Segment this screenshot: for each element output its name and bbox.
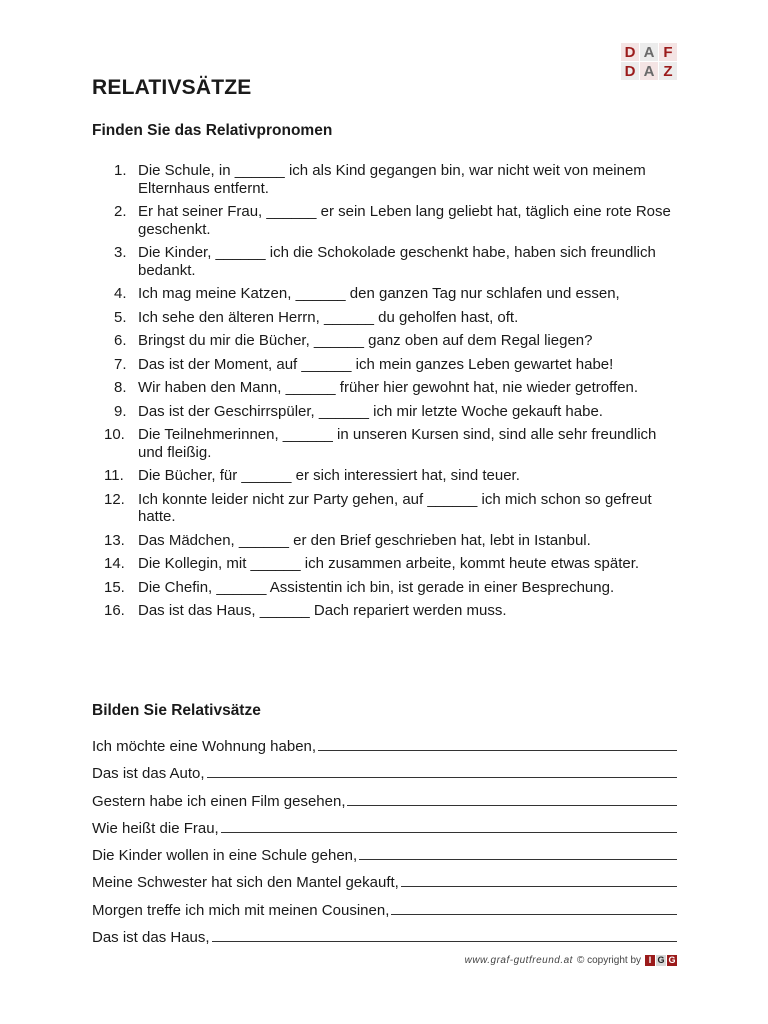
item-number: 3. bbox=[114, 244, 127, 261]
exercise-item bbox=[104, 285, 684, 303]
answer-line[interactable] bbox=[221, 819, 677, 833]
item-number: 9. bbox=[114, 402, 127, 420]
item-number: 6. bbox=[114, 332, 127, 349]
logo-letter: A bbox=[640, 43, 658, 61]
page-footer bbox=[465, 955, 677, 966]
answer-line[interactable] bbox=[347, 792, 677, 806]
exercise-item bbox=[104, 467, 684, 485]
igg-logo-letter: I bbox=[645, 955, 655, 966]
item-number: 11. bbox=[104, 467, 124, 484]
item-sentence: Er hat seiner Frau, ______ er sein Leben lang geliebt hat, täglich eine rote Rose geschenkt. bbox=[138, 203, 671, 238]
daf-daz-logo bbox=[621, 43, 677, 80]
item-sentence: Wir haben den Mann, ______ früher hier gewohnt hat, nie wieder getroffen. bbox=[138, 379, 639, 396]
clause-row bbox=[92, 792, 677, 819]
igg-logo-letter: G bbox=[657, 955, 665, 965]
clause-prompt: Gestern habe ich einen Film gesehen, bbox=[92, 792, 346, 810]
item-sentence: Das Mädchen, ______ er den Brief geschrieben hat, lebt in Istanbul. bbox=[138, 531, 591, 549]
logo-letter: Z bbox=[659, 62, 677, 80]
item-sentence: Die Chefin, ______ Assistentin ich bin, ist gerade in einer Besprechung. bbox=[138, 578, 615, 596]
logo-letter: D bbox=[621, 43, 639, 61]
clause-prompt: Morgen treffe ich mich mit meinen Cousinen, bbox=[92, 901, 390, 919]
answer-line[interactable] bbox=[212, 928, 677, 942]
clause-prompt: Das ist das Haus, bbox=[92, 929, 210, 947]
exercise-list-clauses bbox=[92, 737, 677, 955]
item-sentence: Die Teilnehmerinnen, ______ in unseren Kursen sind, sind alle sehr freundlich und fleißig. bbox=[138, 426, 657, 461]
logo-letter: D bbox=[621, 62, 639, 80]
exercise-item bbox=[104, 579, 684, 597]
logo-letter: F bbox=[659, 43, 677, 61]
item-sentence: Ich sehe den älteren Herrn, ______ du geholfen hast, oft. bbox=[138, 308, 519, 326]
clause-prompt: Die Kinder wollen in eine Schule gehen, bbox=[92, 847, 358, 865]
clause-row bbox=[92, 928, 677, 955]
answer-line[interactable] bbox=[391, 901, 677, 915]
exercise-item bbox=[104, 602, 684, 620]
item-number: 2. bbox=[114, 203, 127, 220]
exercise-item bbox=[104, 162, 684, 197]
clause-prompt: Wie heißt die Frau, bbox=[92, 819, 219, 837]
item-number: 14. bbox=[104, 555, 125, 572]
website-link[interactable]: www.graf-gutfreund.at bbox=[464, 955, 573, 966]
igg-logo bbox=[645, 955, 677, 966]
item-sentence: Das ist der Geschirrspüler, ______ ich mir letzte Woche gekauft habe. bbox=[138, 402, 603, 420]
section-heading-find-pronoun: Finden Sie das Relativpronomen bbox=[92, 122, 333, 139]
item-number: 5. bbox=[114, 308, 127, 326]
exercise-item bbox=[104, 379, 684, 397]
exercise-item bbox=[104, 309, 684, 327]
page-title: RELATIVSÄTZE bbox=[92, 76, 252, 99]
item-number: 13. bbox=[104, 531, 125, 549]
exercise-item bbox=[104, 532, 684, 550]
answer-line[interactable] bbox=[318, 737, 677, 751]
exercise-item bbox=[104, 244, 684, 279]
item-number: 4. bbox=[114, 285, 127, 302]
item-number: 15. bbox=[104, 578, 125, 596]
item-number: 1. bbox=[114, 162, 127, 179]
item-sentence: Die Kinder, ______ ich die Schokolade geschenkt habe, haben sich freundlich bedankt. bbox=[138, 244, 656, 279]
item-number: 16. bbox=[104, 602, 125, 619]
exercise-item bbox=[104, 356, 684, 374]
item-number: 10. bbox=[104, 426, 125, 443]
item-sentence: Die Bücher, für ______ er sich interessiert hat, sind teuer. bbox=[138, 467, 520, 484]
answer-line[interactable] bbox=[359, 846, 677, 860]
item-sentence: Bringst du mir die Bücher, ______ ganz oben auf dem Regal liegen? bbox=[138, 332, 593, 349]
exercise-item bbox=[104, 491, 684, 526]
clause-prompt: Ich möchte eine Wohnung haben, bbox=[92, 738, 317, 755]
item-sentence: Die Schule, in ______ ich als Kind gegangen bin, war nicht weit von meinem Elternhaus entfernt. bbox=[138, 162, 646, 197]
item-sentence: Ich mag meine Katzen, ______ den ganzen Tag nur schlafen und essen, bbox=[138, 285, 620, 302]
answer-line[interactable] bbox=[207, 764, 677, 778]
exercise-item bbox=[104, 426, 684, 461]
clause-prompt: Das ist das Auto, bbox=[92, 765, 205, 783]
exercise-item bbox=[104, 332, 684, 350]
exercise-item bbox=[104, 203, 684, 238]
clause-row bbox=[92, 764, 677, 791]
clause-row bbox=[92, 846, 677, 873]
answer-line[interactable] bbox=[401, 873, 677, 887]
item-number: 12. bbox=[104, 490, 125, 508]
igg-logo-letter: G bbox=[668, 955, 676, 965]
section-heading-build-clauses: Bilden Sie Relativsätze bbox=[92, 702, 261, 719]
clause-prompt: Meine Schwester hat sich den Mantel gekauft, bbox=[92, 874, 399, 892]
copyright-text: © copyright by bbox=[576, 955, 641, 966]
item-number: 7. bbox=[114, 355, 127, 373]
clause-row bbox=[92, 819, 677, 846]
item-sentence: Ich konnte leider nicht zur Party gehen, auf ______ ich mich schon so gefreut hatte. bbox=[138, 490, 652, 525]
clause-row bbox=[92, 901, 677, 928]
exercise-item bbox=[104, 403, 684, 421]
item-sentence: Das ist der Moment, auf ______ ich mein ganzes Leben gewartet habe! bbox=[138, 355, 614, 373]
logo-letter: A bbox=[640, 62, 658, 80]
exercise-list-pronouns bbox=[104, 162, 684, 626]
item-sentence: Die Kollegin, mit ______ ich zusammen arbeite, kommt heute etwas später. bbox=[138, 555, 640, 572]
exercise-item bbox=[104, 555, 684, 573]
clause-row bbox=[92, 737, 677, 764]
clause-row bbox=[92, 873, 677, 900]
item-sentence: Das ist das Haus, ______ Dach repariert werden muss. bbox=[138, 602, 507, 619]
item-number: 8. bbox=[114, 379, 127, 396]
